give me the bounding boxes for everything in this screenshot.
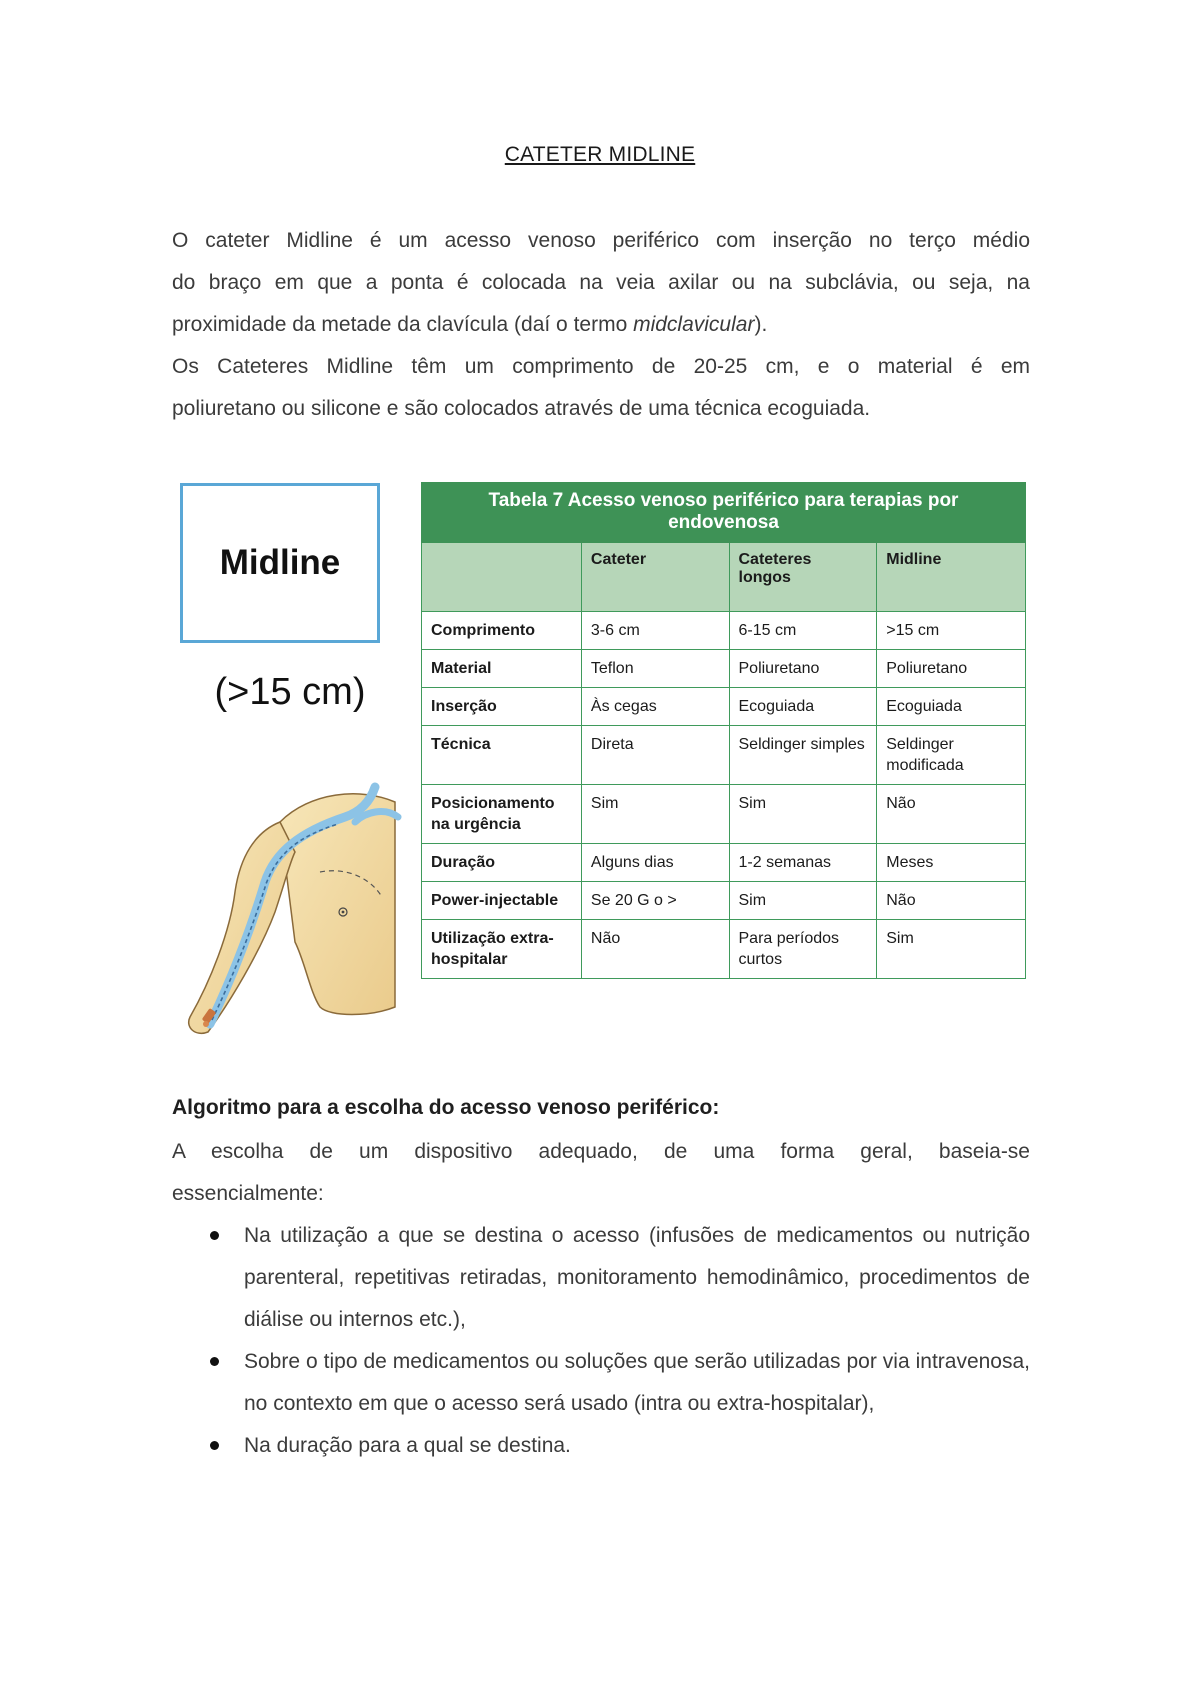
comparison-table <box>421 482 1026 979</box>
column-header: Midline <box>877 543 1026 612</box>
table-cell: 6-15 cm <box>729 612 877 650</box>
list-item-text: Na duração para a qual se destina. <box>244 1434 571 1457</box>
table-cell: Se 20 G o > <box>581 882 729 920</box>
table-cell: 1-2 semanas <box>729 844 877 882</box>
table-cell: Não <box>581 920 729 979</box>
table-row <box>422 785 1026 844</box>
table-cell: Sim <box>877 920 1026 979</box>
algorithm-bullet-list <box>172 1215 1030 1467</box>
bullet-icon <box>210 1231 219 1240</box>
table-row <box>422 650 1026 688</box>
arm-illustration <box>170 762 410 1042</box>
table-cell: Meses <box>877 844 1026 882</box>
column-header <box>422 543 582 612</box>
materials-line-2: poliuretano ou silicone e são colocados através de uma técnica ecoguiada. <box>172 397 871 420</box>
list-item-text: Sobre o tipo de medicamentos ou soluções que serão utilizadas por via intravenosa, no contexto em que o acesso será usado (intra ou extra-hospitalar), <box>244 1350 1030 1415</box>
column-header: Cateter <box>581 543 729 612</box>
intro-paragraph <box>172 220 1030 346</box>
row-label: Posicionamento na urgência <box>422 785 582 844</box>
table-cell: Seldinger modificada <box>877 726 1026 785</box>
torso-shape <box>280 794 395 1015</box>
column-header: Cateteres longos <box>729 543 877 612</box>
table-cell: Direta <box>581 726 729 785</box>
list-item <box>172 1425 1030 1467</box>
intro-line-3-prefix: proximidade da metade da clavícula (daí o termo <box>172 313 634 336</box>
table-cell: Ecoguiada <box>729 688 877 726</box>
table-cell: Poliuretano <box>877 650 1026 688</box>
intro-line-1: O cateter Midline é um acesso venoso periférico com inserção no terço médio <box>172 229 1030 252</box>
row-label: Utilização extra-hospitalar <box>422 920 582 979</box>
materials-paragraph <box>172 346 1030 430</box>
table-cell: Não <box>877 785 1026 844</box>
midline-label-box: Midline <box>180 483 380 643</box>
row-label: Comprimento <box>422 612 582 650</box>
intro-line-3-italic: midclavicular <box>633 313 755 336</box>
intro-line-3-suffix: ). <box>754 313 768 336</box>
bullet-icon <box>210 1441 219 1450</box>
table-cell: Para períodos curtos <box>729 920 877 979</box>
table-cell: Seldinger simples <box>729 726 877 785</box>
table-cell: Sim <box>729 785 877 844</box>
table-caption: Tabela 7 Acesso venoso periférico para terapias por endovenosa <box>422 483 1026 543</box>
row-label: Inserção <box>422 688 582 726</box>
intro-line-3 <box>172 304 1030 346</box>
table-row <box>422 612 1026 650</box>
table-cell: Às cegas <box>581 688 729 726</box>
table-cell: Poliuretano <box>729 650 877 688</box>
table-cell: Teflon <box>581 650 729 688</box>
materials-line-1: Os Cateteres Midline têm um comprimento de 20-25 cm, e o material é em <box>172 355 1030 378</box>
table-row <box>422 726 1026 785</box>
algorithm-intro-line-1: A escolha de um dispositivo adequado, de uma forma geral, baseia-se <box>172 1140 1030 1163</box>
table-cell: Ecoguiada <box>877 688 1026 726</box>
table-row <box>422 688 1026 726</box>
table-cell: Alguns dias <box>581 844 729 882</box>
list-item-text: Na utilização a que se destina o acesso (infusões de medicamentos ou nutrição parenteral, repetitivas retiradas, monitoramento hemodinâmico, procedimentos de diálise ou internos etc.), <box>244 1224 1030 1331</box>
length-label: (>15 cm) <box>214 671 366 713</box>
row-label: Técnica <box>422 726 582 785</box>
bullet-icon <box>210 1357 219 1366</box>
page-title: CATETER MIDLINE <box>504 143 696 166</box>
table-cell: Não <box>877 882 1026 920</box>
row-label: Power-injectable <box>422 882 582 920</box>
table-7 <box>421 482 1026 979</box>
algorithm-intro <box>172 1131 1030 1215</box>
table-row <box>422 844 1026 882</box>
algorithm-heading: Algoritmo para a escolha do acesso venoso periférico: <box>172 1096 720 1119</box>
table-row <box>422 882 1026 920</box>
table-cell: Sim <box>729 882 877 920</box>
row-label: Duração <box>422 844 582 882</box>
table-row <box>422 920 1026 979</box>
table-cell: Sim <box>581 785 729 844</box>
table-cell: >15 cm <box>877 612 1026 650</box>
list-item <box>172 1341 1030 1425</box>
list-item <box>172 1215 1030 1341</box>
midline-figure <box>170 477 410 1037</box>
algorithm-intro-line-2: essencialmente: <box>172 1182 324 1205</box>
table-cell: 3-6 cm <box>581 612 729 650</box>
intro-line-2: do braço em que a ponta é colocada na veia axilar ou na subclávia, ou seja, na <box>172 271 1030 294</box>
table-header-row <box>422 543 1026 612</box>
row-label: Material <box>422 650 582 688</box>
table-caption-row <box>422 483 1026 543</box>
